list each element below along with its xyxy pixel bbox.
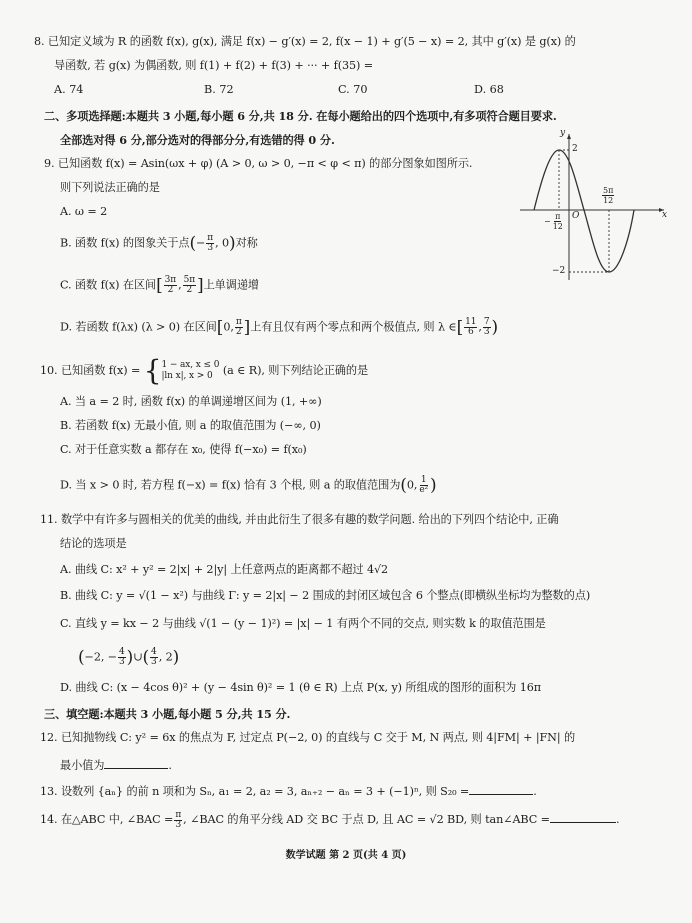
q8-option-a: A. 74 [54,83,84,96]
q12-line1: 12. 已知抛物线 C: y² = 6x 的焦点为 F, 过定点 P(−2, 0) 的直线与 C 交于 M, N 两点, 则 4|FM| + |FN| 的 [40,731,576,744]
q10-stem: 10. 已知函数 f(x) = { 1 − ax, x ≤ 0 |ln x|, x > 0 (a ∈ R), 则下列结论正确的是 [40,354,369,387]
sine-graph-svg [512,130,672,290]
x-axis-label: x [662,210,668,220]
q14-answer-blank[interactable] [550,810,616,823]
q10-option-c: C. 对于任意实数 a 都存在 x₀, 使得 f(−x₀) = f(x₀) [60,443,307,456]
q12-line2: 最小值为 . [60,756,172,774]
q13-line: 13. 设数列 {aₙ} 的前 n 项和为 Sₙ, a₁ = 2, a₂ = 3, aₙ₊₂ − aₙ = 3 + (−1)ⁿ, 则 S₂₀ = . [40,782,537,800]
min-label: −2 [552,266,566,276]
origin-label: O [572,211,580,221]
q8-options [54,82,674,98]
fraction: $\frac{\pi}{3}$ [175,809,182,830]
q8-option-b: B. 72 [204,83,234,96]
q11-option-a: A. 曲线 C: x² + y² = 2|x| + 2|y| 上任意两点的距离都不超过 4√2 [60,563,389,576]
q9-option-d: D. 若函数 f(λx) (λ > 0) 在区间[0, $\frac{\pi}{2}$ ]上有且仅有两个零点和两个极值点, 则 λ ∈[ $\frac{11}{6}$ , $\frac{7}{3}$ ) [60,317,499,338]
q10-option-b: B. 若函数 f(x) 无最小值, 则 a 的取值范围为 (−∞, 0) [60,419,321,432]
q11-option-c-range: (−2, − $\frac{4}{3}$ )∪( $\frac{4}{3}$ , 2) [78,647,180,668]
q9-line1: 9. 已知函数 f(x) = Asin(ωx + φ) (A > 0, ω > 0, −π < φ < π) 的部分图象如图所示. [44,157,473,170]
x1-tick-label: − $\frac{\pi}{12}$ [544,212,563,231]
fraction: $\frac{1}{\text{e²}}$ [419,475,429,495]
sine-graph [512,130,672,290]
fraction: $\frac{3\pi}{2}$ [164,275,177,295]
q12-answer-blank[interactable] [104,756,168,769]
q11-option-c-line1: C. 直线 y = kx − 2 与曲线 √(1 − (y − 1)²) = |x| − 1 有两个不同的交点, 则实数 k 的取值范围是 [60,617,546,630]
q11-option-d: D. 曲线 C: (x − 4cos θ)² + (y − 4sin θ)² = 1 (θ ∈ R) 上点 P(x, y) 所组成的图形的面积为 16π [60,681,542,694]
fraction: $\frac{11}{6}$ [465,317,477,337]
page-footer: 数学试题 第 2 页(共 4 页) [285,850,407,861]
q9-line2: 则下列说法正确的是 [60,181,160,194]
x2-tick-label: $\frac{5\pi}{12}$ [603,186,614,205]
piecewise-function: { 1 − ax, x ≤ 0 |ln x|, x > 0 [143,354,220,387]
q9-option-b: B. 函数 f(x) 的图象关于点(− $\frac{\pi}{3}$ , 0)对称 [60,233,258,254]
section2-heading-line1: 二、多项选择题:本题共 3 小题,每小题 6 分,共 18 分. 在每小题给出的四个选项中,有多项符合题目要求. [44,109,557,123]
q10-option-a: A. 当 a = 2 时, 函数 f(x) 的单调递增区间为 (1, +∞) [60,395,322,408]
max-label: 2 [572,144,578,154]
fraction: $\frac{\pi}{2}$ [235,317,242,337]
section2-heading-line2: 全部选对得 6 分,部分选对的得部分分,有选错的得 0 分. [60,133,335,147]
q8-line1: 8. 已知定义域为 R 的函数 f(x), g(x), 满足 f(x) − g′(x) = 2, f(x − 1) + g′(5 − x) = 2, 其中 g′(x) 是 g(x) 的 [34,35,576,48]
q11-option-b: B. 曲线 C: y = √(1 − x²) 与曲线 Γ: y = 2|x| − 2 围成的封闭区域包含 6 个整点(即横纵坐标均为整数的点) [60,589,591,602]
y-axis-label: y [560,128,566,138]
q11-line1: 11. 数学中有许多与圆相关的优美的曲线, 并由此衍生了很多有趣的数学问题. 给出的下列四个结论中, 正确 [40,513,559,526]
section3-heading: 三、填空题:本题共 3 小题,每小题 5 分,共 15 分. [44,707,291,721]
fraction: $\frac{\pi}{3}$ [207,233,214,253]
fraction: $\frac{4}{3}$ [119,647,125,667]
q9-option-a: A. ω = 2 [60,205,108,218]
q11-line2: 结论的选项是 [60,537,127,550]
q14-line: 14. 在△ABC 中, ∠BAC = $\frac{\pi}{3}$ , ∠BAC 的角平分线 AD 交 BC 于点 D, 且 AC = √2 BD, 则 tan∠ABC = . [40,809,620,830]
q9-option-c: C. 函数 f(x) 在区间[ $\frac{3\pi}{2}$ , $\frac{5\pi}{2}$ ]上单调递增 [60,275,260,296]
q13-answer-blank[interactable] [469,782,533,795]
fraction: $\frac{5\pi}{2}$ [183,275,196,295]
q8-option-d: D. 68 [474,83,504,96]
sine-curve [534,150,634,272]
q8-option-c: C. 70 [338,83,368,96]
q8-line2: 导函数, 若 g(x) 为偶函数, 则 f(1) + f(2) + f(3) + ··· + f(35) = [54,59,373,72]
fraction: $\frac{4}{3}$ [151,647,157,667]
fraction: $\frac{7}{3}$ [483,317,490,337]
q10-option-d: D. 当 x > 0 时, 若方程 f(−x) = f(x) 恰有 3 个根, 则 a 的取值范围为(0, $\frac{1}{\text{e²}}$ ) [60,475,437,496]
